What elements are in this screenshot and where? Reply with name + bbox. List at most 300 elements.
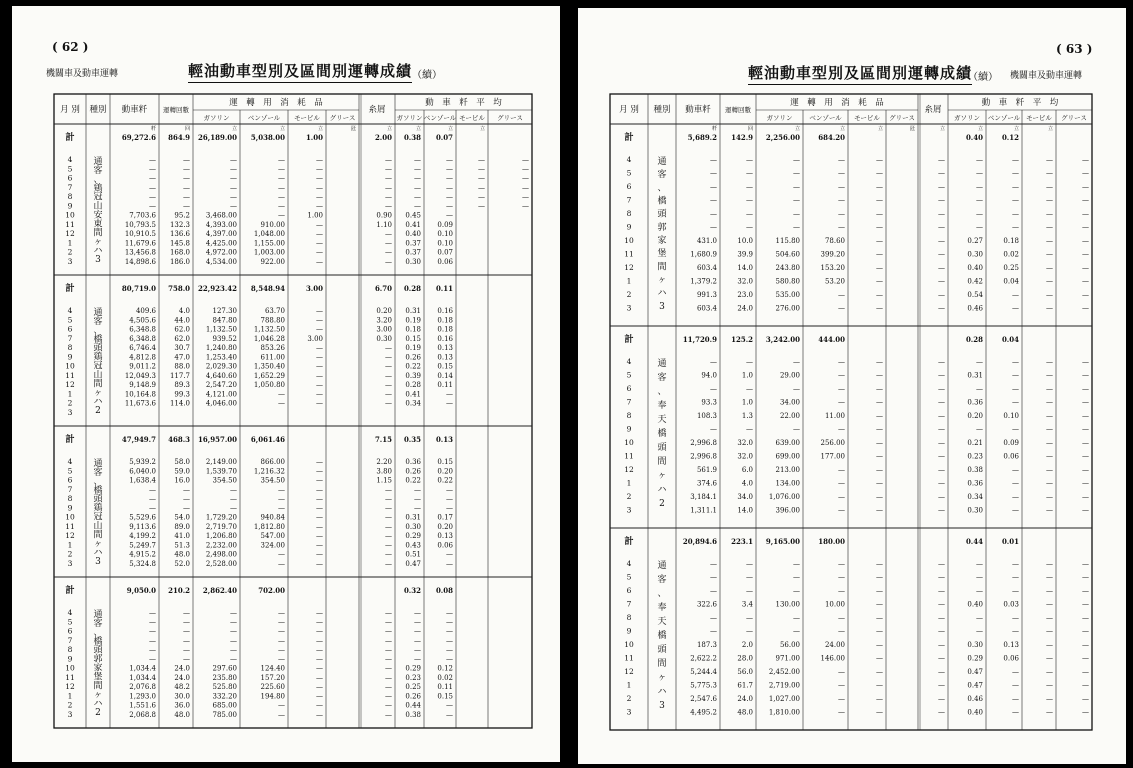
table-cell: —	[316, 202, 323, 211]
month-label: 9	[626, 222, 632, 232]
table-cell: —	[1082, 156, 1089, 164]
table-cell: —	[278, 701, 285, 710]
header-model: 種別	[89, 105, 107, 115]
route-char: 山	[93, 201, 103, 212]
table-cell: —	[446, 655, 453, 664]
table-cell: —	[976, 560, 983, 568]
table-cell: —	[316, 307, 323, 315]
table-cell: 0.18	[437, 316, 453, 325]
table-cell: —	[976, 196, 983, 205]
table-cell: 6,348.8	[129, 325, 156, 334]
table-cell: —	[1046, 493, 1053, 501]
table-cell: —	[230, 485, 237, 494]
month-label: 3	[626, 303, 632, 313]
table-cell: 132.3	[169, 220, 190, 229]
month-label: 9	[67, 201, 73, 211]
route-char: 間	[93, 530, 103, 541]
data-table	[578, 8, 1126, 764]
table-cell: —	[1046, 600, 1053, 609]
table-cell: —	[230, 174, 237, 183]
table-cell: 54.0	[174, 513, 190, 522]
table-cell: 0.15	[437, 458, 453, 466]
header-gasoline: ガソリン	[203, 114, 230, 122]
total-value: 11,720.9	[682, 335, 717, 344]
table-cell: —	[938, 681, 945, 690]
table-cell: —	[385, 495, 392, 503]
table-cell: —	[230, 165, 237, 174]
route-char: 通	[93, 459, 103, 469]
table-cell: —	[316, 316, 323, 325]
table-cell: —	[478, 156, 485, 164]
table-cell: —	[278, 193, 285, 201]
table-cell: 0.29	[405, 532, 421, 540]
table-cell: 30.7	[174, 344, 190, 352]
table-cell: —	[414, 202, 421, 211]
table-cell: —	[938, 304, 945, 313]
table-cell: 34.00	[779, 398, 800, 407]
table-cell: 0.28	[405, 381, 421, 389]
total-value: 3,242.00	[765, 335, 800, 344]
month-label: 12	[65, 531, 75, 540]
table-cell: 3,468.00	[205, 211, 237, 220]
table-cell: 4,505.6	[129, 316, 156, 325]
table-cell: 2,719.70	[205, 522, 237, 531]
table-cell: —	[838, 466, 845, 474]
table-cell: 52.0	[174, 559, 190, 568]
table-cell: —	[316, 673, 323, 682]
table-cell: —	[316, 467, 323, 476]
table-cell: —	[316, 399, 323, 408]
table-cell: —	[1046, 412, 1053, 420]
table-cell: —	[938, 425, 945, 434]
table-cell: 10,910.5	[124, 230, 156, 238]
table-cell: —	[1012, 358, 1019, 366]
table-cell: —	[746, 223, 753, 232]
table-cell: 32.0	[737, 452, 753, 461]
table-cell: 48.0	[174, 550, 190, 559]
route-char: ヶ	[657, 275, 667, 286]
route-char: ヶ	[93, 388, 103, 399]
table-cell: 48.2	[174, 683, 190, 691]
table-cell: 0.21	[967, 439, 983, 447]
table-cell: 0.34	[405, 399, 421, 408]
total-label: 計	[624, 537, 634, 547]
table-cell: —	[1012, 425, 1019, 434]
month-label: 5	[626, 572, 632, 582]
table-cell: —	[876, 708, 883, 717]
table-cell: —	[385, 381, 392, 389]
month-label: 6	[626, 182, 632, 191]
header-km: 動車粁	[685, 105, 711, 115]
table-cell: —	[316, 353, 323, 362]
table-cell: —	[385, 673, 392, 682]
month-label: 5	[626, 370, 632, 380]
month-label: 4	[626, 155, 632, 164]
table-cell: 1,050.80	[253, 381, 285, 389]
month-label: 11	[65, 219, 75, 229]
table-cell: —	[316, 513, 323, 522]
table-cell: —	[938, 196, 945, 205]
table-cell: 0.04	[1003, 277, 1019, 286]
route-char: 2	[95, 708, 101, 719]
header-grease-avg: グリース	[497, 114, 523, 122]
table-cell: 0.09	[437, 220, 453, 229]
table-cell: 4,640.60	[205, 371, 237, 380]
table-cell: 2.20	[376, 458, 392, 466]
month-label: 11	[65, 521, 75, 531]
month-label: 12	[624, 263, 634, 272]
header-grease: グリース	[329, 114, 356, 122]
table-cell: —	[230, 193, 237, 201]
table-cell: —	[446, 646, 453, 654]
table-cell: —	[876, 600, 883, 609]
table-cell: 0.44	[405, 701, 421, 710]
total-value: 0.38	[403, 133, 421, 142]
table-cell: —	[876, 466, 883, 474]
table-cell: 3.20	[376, 316, 392, 325]
header-month: 月 別	[619, 105, 639, 115]
table-cell: —	[1012, 223, 1019, 232]
route-char: 通	[93, 308, 103, 318]
table-cell: 0.06	[1003, 452, 1019, 461]
table-cell: 0.13	[1003, 641, 1019, 649]
table-cell: —	[938, 466, 945, 474]
table-cell: 34.0	[737, 493, 753, 501]
table-cell: —	[183, 156, 190, 164]
table-cell: —	[385, 344, 392, 352]
table-cell: 2,232.00	[205, 541, 237, 550]
header-benzol: ベンゾール	[247, 114, 281, 122]
table-cell: 0.40	[405, 230, 421, 238]
table-cell: —	[278, 609, 285, 617]
route-char: 堡	[93, 672, 103, 683]
table-cell: 0.26	[405, 467, 421, 476]
table-cell: 124.40	[260, 664, 285, 673]
table-cell: —	[876, 358, 883, 366]
table-cell: —	[278, 627, 285, 636]
table-cell: 3.00	[307, 334, 323, 343]
month-label: 2	[67, 247, 73, 257]
route-char: ハ	[657, 687, 667, 697]
table-cell: —	[316, 504, 323, 513]
table-cell: —	[183, 655, 190, 664]
table-cell: —	[278, 183, 285, 192]
header-gasoline-avg: ガソリン	[396, 114, 423, 122]
table-cell: 0.06	[1003, 654, 1019, 663]
table-cell: 1,132.50	[205, 325, 237, 334]
table-cell: 10.00	[824, 600, 845, 609]
table-cell: 354.50	[260, 476, 285, 485]
month-label: 2	[626, 492, 632, 501]
route-char: 橋	[93, 636, 103, 647]
table-cell: 32.0	[737, 277, 753, 286]
table-cell: —	[710, 210, 717, 218]
table-cell: 4,046.00	[205, 399, 237, 408]
table-cell: —	[876, 506, 883, 515]
table-cell: 24.00	[824, 641, 845, 649]
table-cell: —	[1082, 600, 1089, 609]
table-cell: 910.00	[260, 220, 285, 229]
table-cell: —	[1046, 654, 1053, 663]
route-char: 天	[657, 415, 667, 425]
table-cell: —	[1082, 196, 1089, 205]
table-cell: —	[1046, 264, 1053, 272]
table-cell: 0.36	[405, 458, 421, 466]
table-cell: 409.6	[135, 307, 156, 315]
total-value: 69,272.6	[121, 133, 156, 142]
route-char: 橋	[93, 334, 103, 345]
table-cell: —	[385, 522, 392, 531]
table-cell: —	[838, 587, 845, 595]
month-label: 4	[67, 457, 73, 466]
table-cell: —	[746, 169, 753, 178]
route-char: 郭	[93, 654, 103, 665]
month-label: 5	[67, 164, 73, 174]
table-cell: —	[1082, 210, 1089, 218]
table-cell: 0.02	[1003, 250, 1019, 259]
table-cell: —	[938, 587, 945, 595]
table-cell: —	[278, 646, 285, 654]
table-cell: —	[278, 559, 285, 568]
table-cell: 561.9	[696, 466, 717, 474]
table-cell: 44.0	[174, 316, 190, 325]
table-cell: —	[316, 636, 323, 645]
total-value: 80,719.0	[121, 284, 156, 293]
table-cell: —	[1046, 223, 1053, 232]
month-label: 10	[624, 438, 634, 447]
table-cell: —	[385, 230, 392, 238]
month-label: 5	[626, 168, 632, 178]
table-cell: —	[1082, 358, 1089, 366]
header-gasoline-avg: ガソリン	[954, 114, 980, 122]
table-cell: —	[385, 193, 392, 201]
route-char: 頭	[93, 494, 103, 505]
table-cell: —	[1082, 385, 1089, 393]
table-cell: —	[746, 156, 753, 164]
table-cell: 0.36	[967, 479, 983, 488]
table-cell: —	[938, 156, 945, 164]
table-cell: —	[876, 385, 883, 393]
table-cell: —	[976, 223, 983, 232]
month-label: 1	[67, 691, 73, 701]
table-cell: —	[876, 223, 883, 232]
table-cell: —	[414, 183, 421, 192]
table-cell: —	[316, 390, 323, 399]
table-cell: 28.0	[737, 654, 753, 663]
table-cell: 0.43	[405, 541, 421, 550]
table-cell: —	[1046, 304, 1053, 313]
table-cell: 322.6	[696, 600, 717, 609]
table-cell: 2,528.00	[205, 559, 237, 568]
table-cell: —	[278, 174, 285, 183]
table-cell: —	[1046, 371, 1053, 380]
table-cell: —	[385, 683, 392, 691]
table-cell: 611.00	[260, 353, 285, 362]
table-cell: —	[876, 573, 883, 582]
table-cell: 4,495.2	[690, 708, 717, 717]
table-cell: 297.60	[212, 664, 237, 673]
month-label: 3	[67, 709, 73, 719]
table-cell: 0.29	[405, 664, 421, 673]
table-cell: —	[478, 193, 485, 201]
unit-mark: 回	[184, 126, 190, 132]
table-cell: —	[1012, 371, 1019, 380]
route-char: 頭	[93, 645, 103, 656]
month-label: 8	[67, 645, 73, 654]
route-char: 冠	[93, 192, 103, 203]
table-cell: —	[385, 165, 392, 174]
continued-label: （續）	[412, 70, 442, 81]
table-cell: —	[316, 193, 323, 201]
table-cell: —	[838, 223, 845, 232]
table-cell: 2,996.8	[690, 452, 717, 461]
route-char: 3	[95, 557, 101, 568]
month-label: 9	[67, 352, 73, 362]
table-cell: —	[938, 654, 945, 663]
month-label: 6	[626, 384, 632, 393]
table-cell: 0.22	[405, 362, 421, 371]
month-label: 5	[67, 617, 73, 627]
table-cell: 0.15	[437, 362, 453, 371]
table-cell: —	[710, 183, 717, 191]
total-label: 計	[65, 133, 75, 143]
continued-label: （續）	[968, 72, 998, 83]
table-cell: —	[838, 627, 845, 636]
table-cell: 146.00	[820, 654, 845, 663]
table-cell: —	[1046, 277, 1053, 286]
month-label: 2	[67, 398, 73, 408]
table-cell: —	[1082, 654, 1089, 663]
table-cell: 991.3	[696, 291, 717, 299]
table-cell: 2,547.6	[690, 695, 717, 703]
table-cell: 0.03	[1003, 600, 1019, 609]
month-label: 8	[67, 343, 73, 352]
table-cell: 114.0	[169, 399, 190, 408]
table-cell: 0.36	[967, 398, 983, 407]
total-value: 223.1	[731, 537, 753, 546]
table-cell: —	[876, 479, 883, 488]
table-cell: 0.16	[437, 334, 453, 343]
table-cell: 99.3	[174, 390, 190, 399]
month-label: 7	[626, 397, 632, 407]
table-cell: 0.13	[437, 353, 453, 362]
month-label: 3	[626, 505, 632, 515]
table-cell: —	[1082, 250, 1089, 259]
month-label: 11	[624, 653, 634, 663]
total-value: 864.9	[168, 133, 190, 142]
header-gasoline: ガソリン	[766, 114, 793, 122]
table-cell: —	[746, 614, 753, 622]
table-cell: —	[710, 196, 717, 205]
table-cell: 5,529.6	[129, 513, 156, 522]
table-cell: 0.41	[405, 220, 421, 229]
table-cell: —	[710, 223, 717, 232]
table-cell: —	[316, 664, 323, 673]
month-label: 2	[626, 694, 632, 703]
route-char: 鶏	[93, 183, 103, 194]
table-cell: 1,652.29	[253, 371, 285, 380]
route-char: 、	[657, 387, 667, 397]
table-cell: —	[149, 174, 156, 183]
table-cell: —	[316, 495, 323, 503]
unit-mark: 立	[447, 126, 453, 132]
total-value: 5,689.2	[687, 133, 717, 142]
header-misc: 糸屑	[368, 105, 386, 115]
route-char: 3	[95, 255, 101, 266]
header-benzol-avg: ベンゾール	[987, 114, 1021, 122]
table-cell: 3,184.1	[690, 493, 717, 501]
table-cell: 0.54	[967, 291, 983, 299]
table-cell: —	[838, 169, 845, 178]
route-char: 通	[93, 610, 103, 620]
table-cell: 2,076.8	[129, 683, 156, 691]
table-cell: —	[278, 636, 285, 645]
month-label: 3	[626, 707, 632, 717]
month-label: 1	[67, 540, 73, 550]
table-cell: 699.00	[775, 452, 800, 461]
table-cell: —	[976, 425, 983, 434]
route-char: 通	[93, 157, 103, 167]
table-cell: —	[876, 452, 883, 461]
table-cell: —	[278, 211, 285, 220]
table-cell: —	[1082, 641, 1089, 649]
table-cell: —	[938, 708, 945, 717]
table-cell: 186.0	[169, 257, 190, 266]
unit-mark: 立	[279, 126, 285, 132]
table-cell: —	[278, 495, 285, 503]
table-cell: —	[838, 614, 845, 622]
table-cell: 3.00	[376, 325, 392, 334]
table-cell: —	[938, 600, 945, 609]
table-cell: —	[838, 156, 845, 164]
total-value: 6,061.46	[250, 435, 285, 444]
table-cell: —	[446, 627, 453, 636]
total-value: 210.2	[168, 586, 190, 595]
route-char: 冠	[93, 361, 103, 372]
route-char: 橋	[657, 429, 667, 439]
table-cell: —	[838, 425, 845, 434]
route-char: 頭	[657, 645, 667, 655]
table-cell: —	[976, 156, 983, 164]
table-cell: 0.06	[437, 541, 453, 550]
table-cell: —	[710, 560, 717, 568]
table-cell: —	[316, 550, 323, 559]
table-cell: 1.10	[376, 220, 392, 229]
total-value: 6.70	[374, 284, 392, 293]
table-cell: 2,452.00	[768, 668, 800, 676]
route-char: 冠	[93, 512, 103, 523]
table-cell: 0.22	[405, 476, 421, 485]
route-char: ハ	[657, 485, 667, 495]
table-cell: 24.0	[174, 673, 190, 682]
table-cell: —	[938, 358, 945, 366]
table-cell: —	[183, 165, 190, 174]
table-cell: 1,048.00	[253, 230, 285, 238]
table-cell: —	[1082, 291, 1089, 299]
total-value: 9,165.00	[765, 537, 800, 546]
table-cell: —	[446, 202, 453, 211]
table-cell: 4.0	[178, 307, 190, 315]
route-char: 橋	[657, 196, 667, 207]
table-cell: —	[149, 609, 156, 617]
table-cell: —	[938, 371, 945, 380]
table-cell: 5,249.7	[129, 541, 156, 550]
table-cell: 1,155.00	[253, 239, 285, 248]
table-cell: 0.31	[405, 513, 421, 522]
table-cell: —	[385, 485, 392, 494]
unit-mark: 粁	[150, 126, 156, 132]
route-char: 橋	[657, 631, 667, 641]
